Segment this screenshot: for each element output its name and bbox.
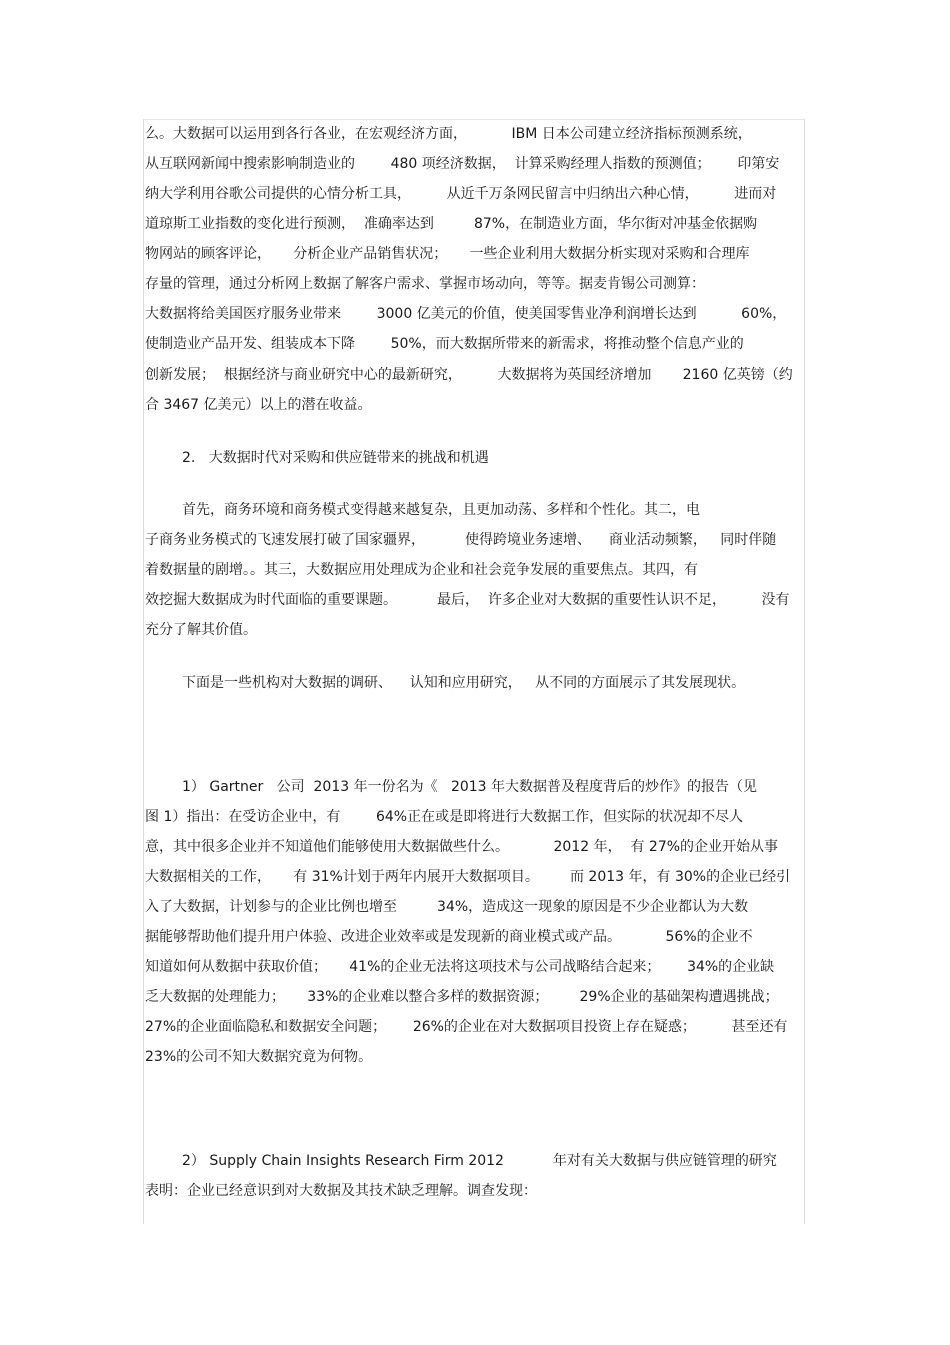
text-line: 从互联网新闻中搜索影响制造业的 480 项经济数据， 计算采购经理人指数的预测值； 印第安	[145, 156, 780, 172]
text-line: 乏大数据的处理能力； 33%的企业难以整合多样的数据资源； 29%企业的基础架构遭遇挑战；	[145, 989, 779, 1005]
text-line: 合 3467 亿美元）以上的潜在收益。	[145, 397, 372, 413]
text-line: 充分了解其价值。	[145, 622, 257, 638]
text-line: 物网站的顾客评论， 分析企业产品销售状况； 一些企业利用大数据分析实现对采购和合理库	[145, 246, 750, 262]
text-line: 使制造业产品开发、组装成本下降 50%，而大数据所带来的新需求，将推动整个信息产业的	[145, 336, 744, 352]
text-line: 效挖掘大数据成为时代面临的重要课题。 最后， 许多企业对大数据的重要性认识不足， 没有	[145, 592, 790, 608]
text-line: 2） Supply Chain Insights Research Firm 2012 年对有关大数据与供应链管理的研究	[182, 1153, 777, 1169]
text-line: 道琼斯工业指数的变化进行预测， 准确率达到 87%，在制造业方面，华尔街对冲基金依据购	[145, 216, 758, 232]
text-line: 知道如何从数据中获取价值； 41%的企业无法将这项技术与公司战略结合起来； 34%的企业缺	[145, 959, 775, 975]
text-line: 着数据量的剧增。。其三，大数据应用处理成为企业和社会竞争发展的重要焦点。其四，有	[145, 562, 698, 578]
text-line: 据能够帮助他们提升用户体验、改进企业效率或是发现新的商业模式或产品。 56%的企业不	[145, 929, 753, 945]
text-line: 27%的企业面临隐私和数据安全问题； 26%的企业在对大数据项目投资上存在疑惑； 甚至还有	[145, 1019, 788, 1035]
text-line: 首先，商务环境和商务模式变得越来越复杂，且更加动荡、多样和个性化。其二，电	[182, 502, 700, 518]
text-line: 大数据相关的工作， 有 31%计划于两年内展开大数据项目。 而 2013 年，有 30%的企业已经引	[145, 869, 791, 885]
text-line: 存量的管理，通过分析网上数据了解客户需求、掌握市场动向，等等。据麦肯锡公司测算：	[145, 276, 705, 292]
text-line: 么。大数据可以运用到各行各业，在宏观经济方面， IBM 日本公司建立经济指标预测系统，	[145, 126, 752, 142]
section-heading: 2. 大数据时代对采购和供应链带来的挑战和机遇	[182, 450, 489, 466]
text-line: 子商务业务模式的飞速发展打破了国家疆界， 使得跨境业务速增、 商业活动频繁， 同时伴随	[145, 532, 777, 548]
text-line: 1） Gartner 公司 2013 年一份名为《 2013 年大数据普及程度背后的炒作》的报告（见	[182, 779, 758, 795]
text-line: 意，其中很多企业并不知道他们能够使用大数据做些什么。 2012 年， 有 27%的企业开始从事	[145, 839, 779, 855]
text-line: 创新发展； 根据经济与商业研究中心的最新研究， 大数据将为英国经济增加 2160 亿英镑（约	[145, 367, 793, 383]
text-line: 23%的公司不知大数据究竟为何物。	[145, 1049, 373, 1065]
text-line: 图 1）指出：在受访企业中，有 64%正在或是即将进行大数据工作，但实际的状况却不尽人	[145, 809, 744, 825]
text-line: 入了大数据，计划参与的企业比例也增至 34%，造成这一现象的原因是不少企业都认为大数	[145, 899, 749, 915]
text-line: 纳大学利用谷歌公司提供的心情分析工具， 从近千万条网民留言中归纳出六种心情， 进而对	[145, 186, 777, 202]
text-line: 大数据将给美国医疗服务业带来 3000 亿美元的价值，使美国零售业净利润增长达到 60%，	[145, 306, 787, 322]
text-line: 表明：企业已经意识到对大数据及其技术缺乏理解。调查发现：	[145, 1183, 537, 1199]
text-line: 下面是一些机构对大数据的调研、 认知和应用研究， 从不同的方面展示了其发展现状。	[182, 675, 746, 691]
